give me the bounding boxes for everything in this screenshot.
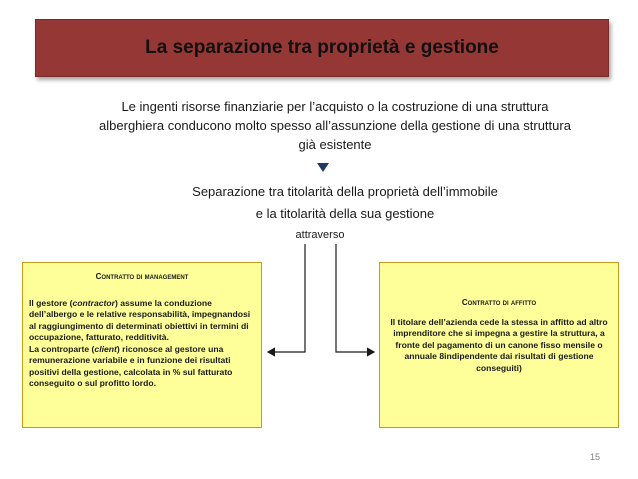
separation-line-2: e la titolarità della sua gestione	[255, 206, 435, 221]
rent-contract-title: Contratto di affitto	[461, 298, 537, 307]
intro-line-2: alberghiera conducono molto spesso all’assunzione della gestione di una struttura	[99, 118, 571, 133]
rent-contract-box	[379, 262, 619, 428]
management-contract-box	[22, 262, 262, 428]
management-contract-para-2: La controparte (client) riconosce al gestore una remunerazione variabile e in funzione dei risultati positivi della gestione, calcolata in % sul fatturato conseguito o sul profitto lordo.	[29, 343, 233, 388]
right-arrow	[336, 244, 374, 352]
slide-title: La separazione tra proprietà e gestione	[145, 37, 499, 58]
management-contract-title: Contratto di management	[95, 272, 189, 281]
intro-line-1: Le ingenti risorse finanziarie per l’acquisto o la costruzione di una struttura	[121, 99, 549, 114]
intro-line-3: già esistente	[298, 137, 372, 152]
separation-line-1: Separazione tra titolarità della proprietà dell’immobile	[192, 184, 498, 199]
left-arrow	[268, 244, 305, 352]
page-number: 15	[589, 452, 600, 462]
through-label: attraverso	[295, 229, 345, 241]
rent-contract-text: Il titolare dell’azienda cede la stessa in affitto ad altro imprenditore che si impegna a gestire la struttura, a fronte del pagamento di un canone fisso mensile o annuale 8indipendente dai risultati di gestione conseguiti)	[390, 316, 608, 373]
management-contract-para-1: Il gestore (contractor) assume la conduzione dell’albergo e le relative responsabilità, impegnandosi al raggiungimento di determinati obiettivi in termini di occupazione, fatturato, redditività.	[29, 297, 251, 342]
